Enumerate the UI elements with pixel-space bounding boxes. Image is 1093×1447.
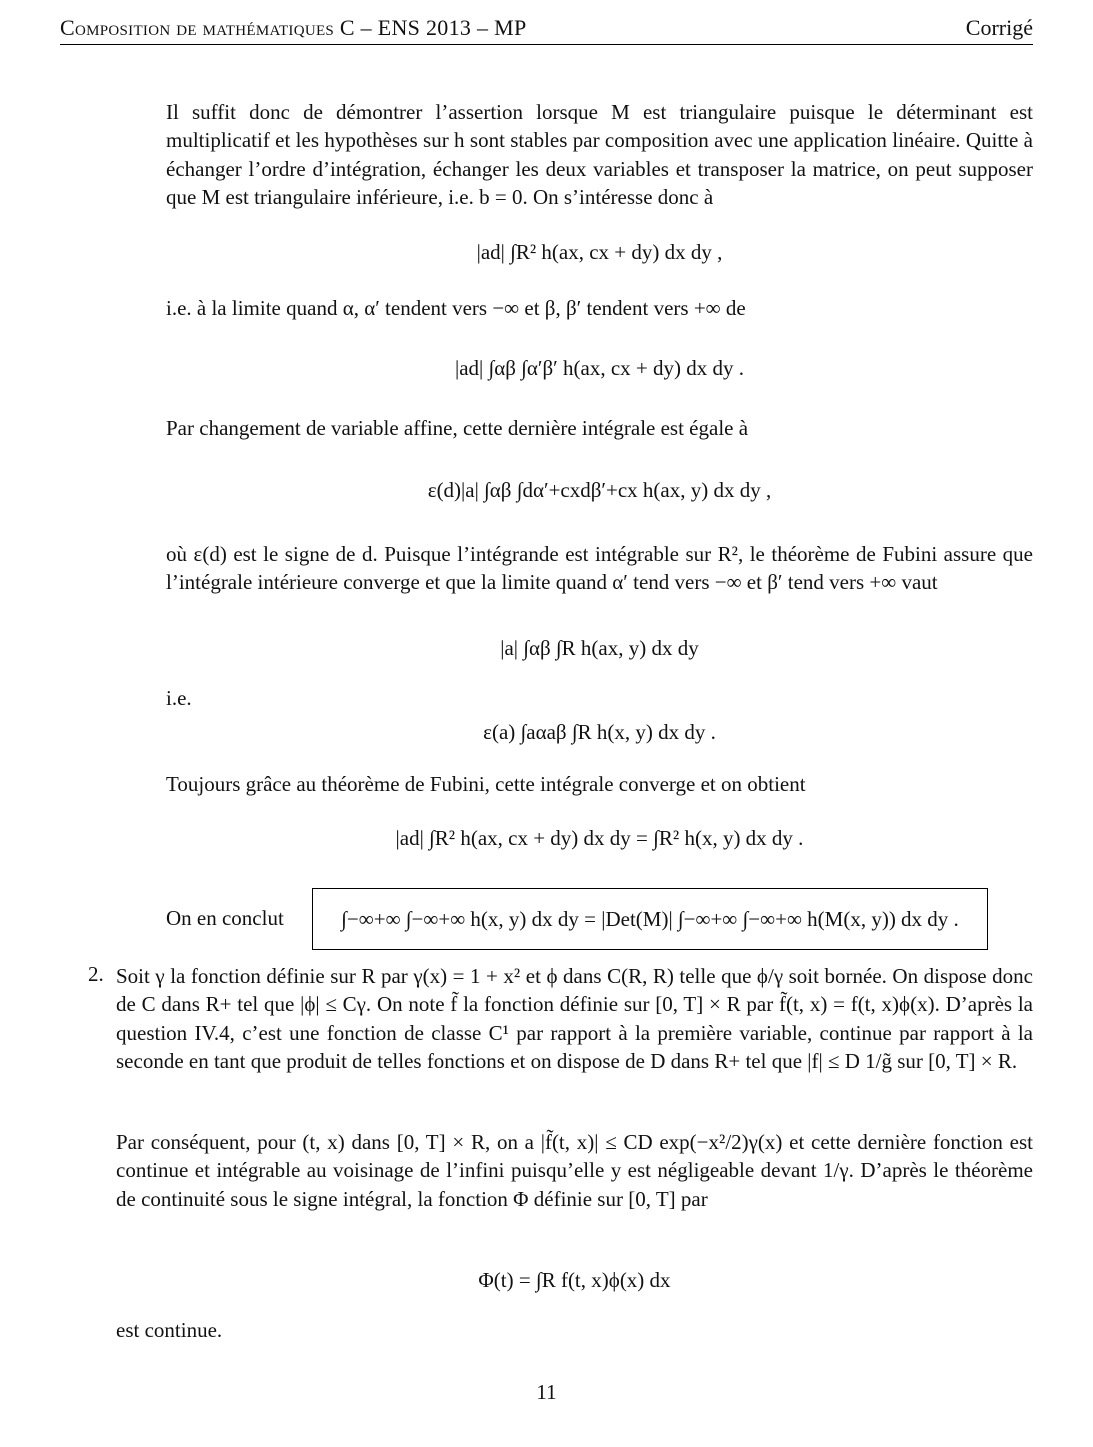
ie-label: i.e. — [166, 686, 192, 710]
paragraph-1: Il suffit donc de démontrer l’assertion lorsque M est triangulaire puisque le déterminant est multiplicatif et les hypothèses sur h sont stables par composition avec une application linéaire. Quitte à échanger l’ordre d’intégration, échanger les deux variables et transposer la matrice, on peut supposer que M est triangulaire inférieure, i.e. b = 0. On s’intéresse donc à — [166, 100, 1033, 209]
paragraph-5: Toujours grâce au théorème de Fubini, cette intégrale converge et on obtient — [166, 772, 806, 796]
equation-3: ε(d)|a| ∫αβ ∫dα′+cxdβ′+cx h(ax, y) dx dy , — [427, 478, 772, 502]
item-2-paragraph-3: est continue. — [116, 1318, 223, 1342]
equation-6: |ad| ∫R² h(ax, cx + dy) dx dy = ∫R² h(x, y) dx dy . — [395, 826, 804, 850]
boxed-result — [312, 888, 988, 950]
item-2-paragraph-1: Soit γ la fonction définie sur R par γ(x) = 1 + x² et ϕ dans C(R, R) telle que ϕ/γ soit bornée. On dispose donc de C dans R+ tel que |ϕ| ≤ Cγ. On note f̃ la fonction définie sur [0, T] × R par f̃(t, x) = f(t, x)ϕ(x). D’après la question IV.4, c’est une fonction de classe C¹ par rapport à la première variable, continue par rapport à la seconde en tant que produit de telles fonctions et on dispose de D dans R+ tel que |f| ≤ D 1/g̃ sur [0, T] × R. — [116, 964, 1033, 1073]
equation-8: Φ(t) = ∫R f(t, x)ϕ(x) dx — [478, 1268, 671, 1292]
paragraph-4: où ε(d) est le signe de d. Puisque l’intégrande est intégrable sur R², le théorème de Fubini assure que l’intégrale intérieure converge et que la limite quand α′ tend vers −∞ et β′ tend vers +∞ vaut — [166, 542, 1033, 595]
page-header — [60, 12, 1033, 45]
paragraph-2: i.e. à la limite quand α, α′ tendent vers −∞ et β, β′ tendent vers +∞ de — [166, 296, 746, 320]
equation-4: |a| ∫αβ ∫R h(ax, y) dx dy — [500, 636, 699, 660]
page-number: 11 — [536, 1380, 557, 1404]
paragraph-3: Par changement de variable affine, cette dernière intégrale est égale à — [166, 416, 749, 440]
conclusion-label: On en conclut — [166, 906, 284, 930]
header-label: Corrigé — [965, 15, 1033, 40]
item-number: 2. — [88, 962, 104, 986]
header-title: Composition de mathématiques C – ENS 2013 – MP — [60, 15, 527, 40]
equation-2: |ad| ∫αβ ∫α′β′ h(ax, cx + dy) dx dy . — [454, 356, 745, 380]
equation-7: ∫−∞+∞ ∫−∞+∞ h(x, y) dx dy = |Det(M)| ∫−∞+∞ ∫−∞+∞ h(M(x, y)) dx dy . — [341, 906, 959, 931]
equation-5: ε(a) ∫aαaβ ∫R h(x, y) dx dy . — [483, 720, 716, 744]
item-2-paragraph-2: Par conséquent, pour (t, x) dans [0, T] × R, on a |f̃(t, x)| ≤ CD exp(−x²/2)γ(x) et cette dernière fonction est continue et intégrable au voisinage de l’infini puisqu’elle y est négligeable devant 1/γ. D’après le théorème de continuité sous le signe intégral, la fonction Φ définie sur [0, T] par — [116, 1130, 1033, 1211]
equation-1: |ad| ∫R² h(ax, cx + dy) dx dy , — [476, 240, 723, 264]
